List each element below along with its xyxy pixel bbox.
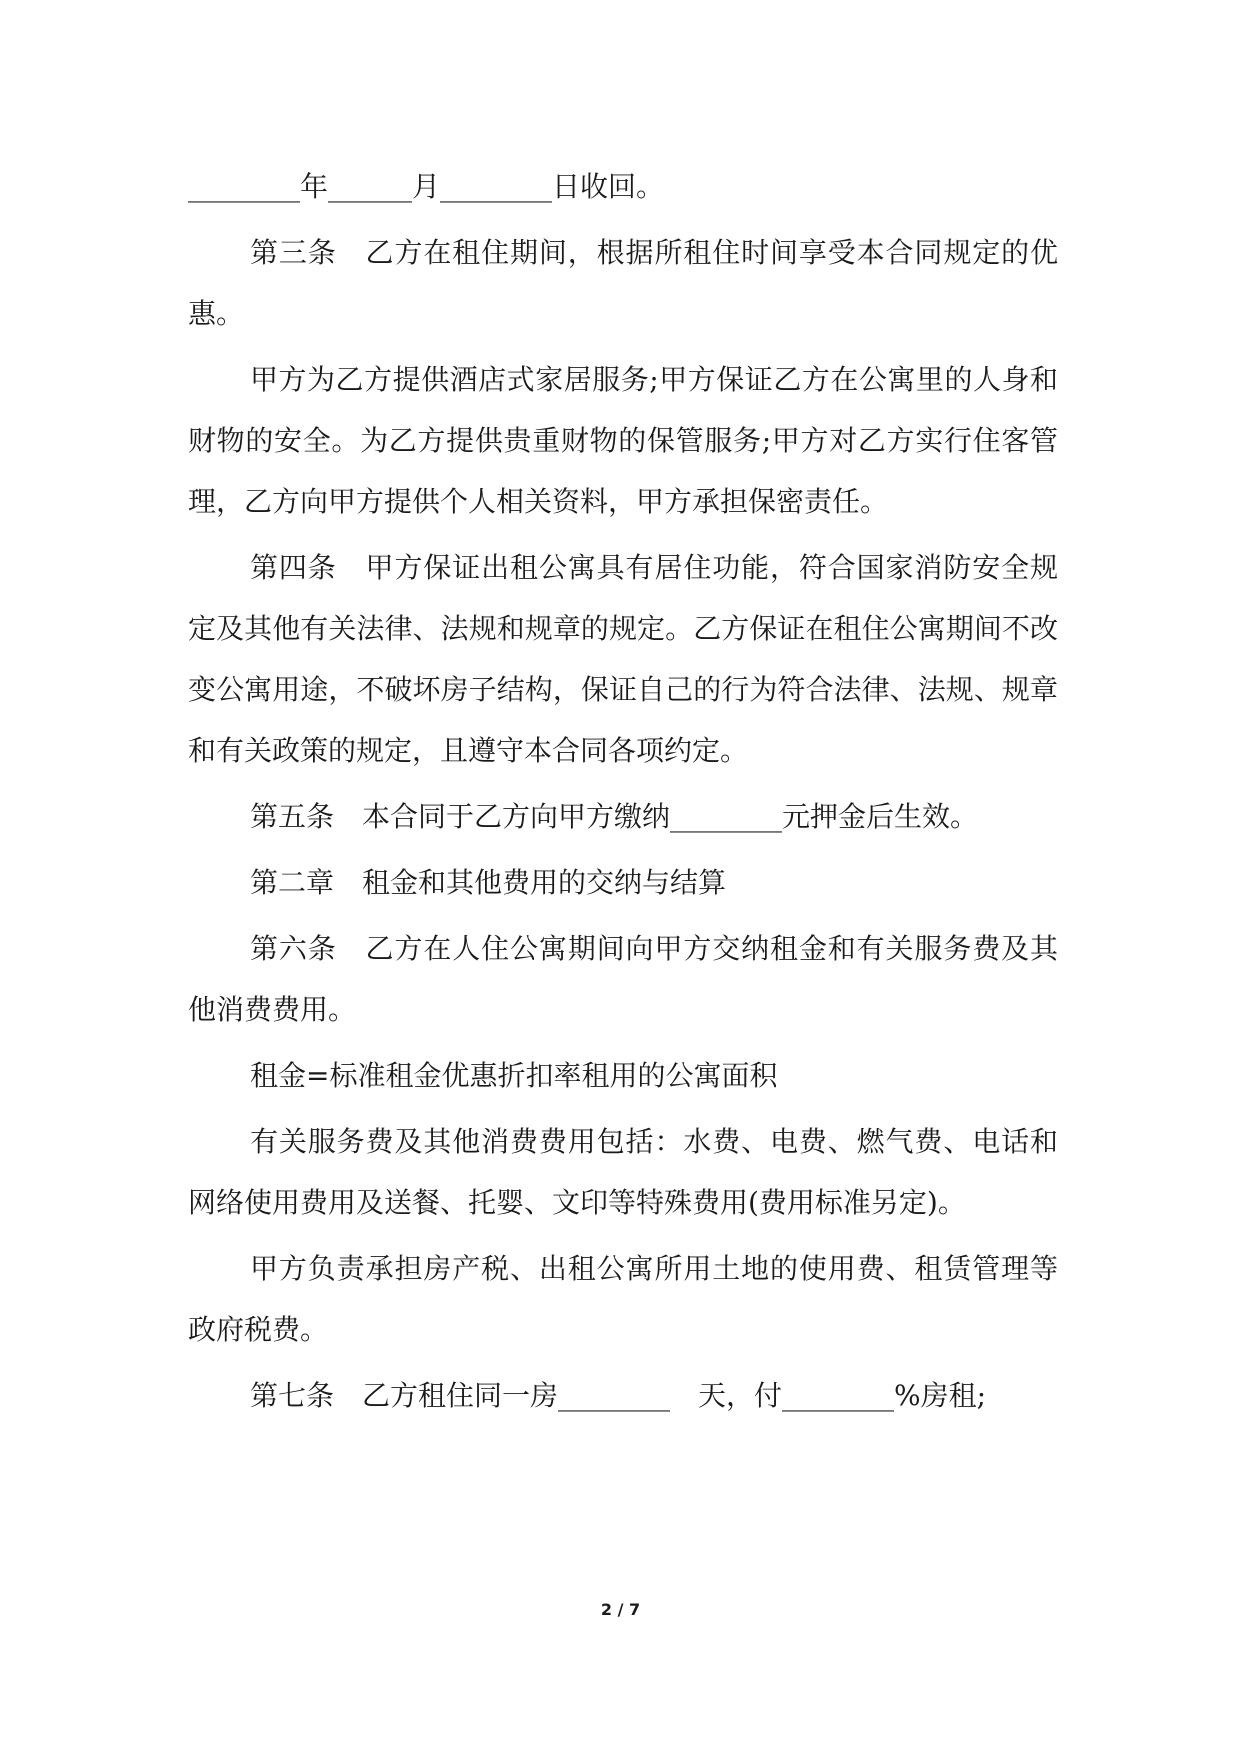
paragraph: 甲方为乙方提供酒店式家居服务;甲方保证乙方在公寓里的人身和财物的安全。为乙方提供贵重财物的保管服务;甲方对乙方实行住客管理，乙方向甲方提供个人相关资料，甲方承担保密责任。	[188, 363, 1058, 518]
paragraph: 第五条 本合同于乙方向甲方缴纳________元押金后生效。	[250, 800, 979, 833]
paragraph: 有关服务费及其他消费费用包括：水费、电费、燃气费、电话和网络使用费用及送餐、托婴、文印等特殊费用(费用标准另定)。	[188, 1125, 1058, 1219]
paragraph: 甲方负责承担房产税、出租公寓所用土地的使用费、租赁管理等政府税费。	[188, 1252, 1058, 1346]
chapter-heading: 第二章 租金和其他费用的交纳与结算	[250, 866, 727, 899]
paragraph: 第七条 乙方租住同一房________ 天，付________%房租;	[250, 1379, 987, 1412]
paragraph: 第四条 甲方保证出租公寓具有居住功能，符合国家消防安全规定及其他有关法律、法规和规章的规定。乙方保证在租住公寓期间不改变公寓用途，不破坏房子结构，保证自己的行为符合法律、法规、规章和有关政策的规定，且遵守本合同各项约定。	[188, 551, 1058, 767]
document-body	[188, 156, 1058, 1431]
paragraph: 租金=标准租金优惠折扣率租用的公寓面积	[250, 1059, 778, 1092]
paragraph: ________年______月________日收回。	[188, 170, 665, 203]
page-number: 2 / 7	[600, 1600, 641, 1619]
paragraph: 第六条 乙方在人住公寓期间向甲方交纳租金和有关服务费及其他消费费用。	[188, 932, 1058, 1026]
paragraph: 第三条 乙方在租住期间，根据所租住时间享受本合同规定的优惠。	[188, 236, 1058, 330]
